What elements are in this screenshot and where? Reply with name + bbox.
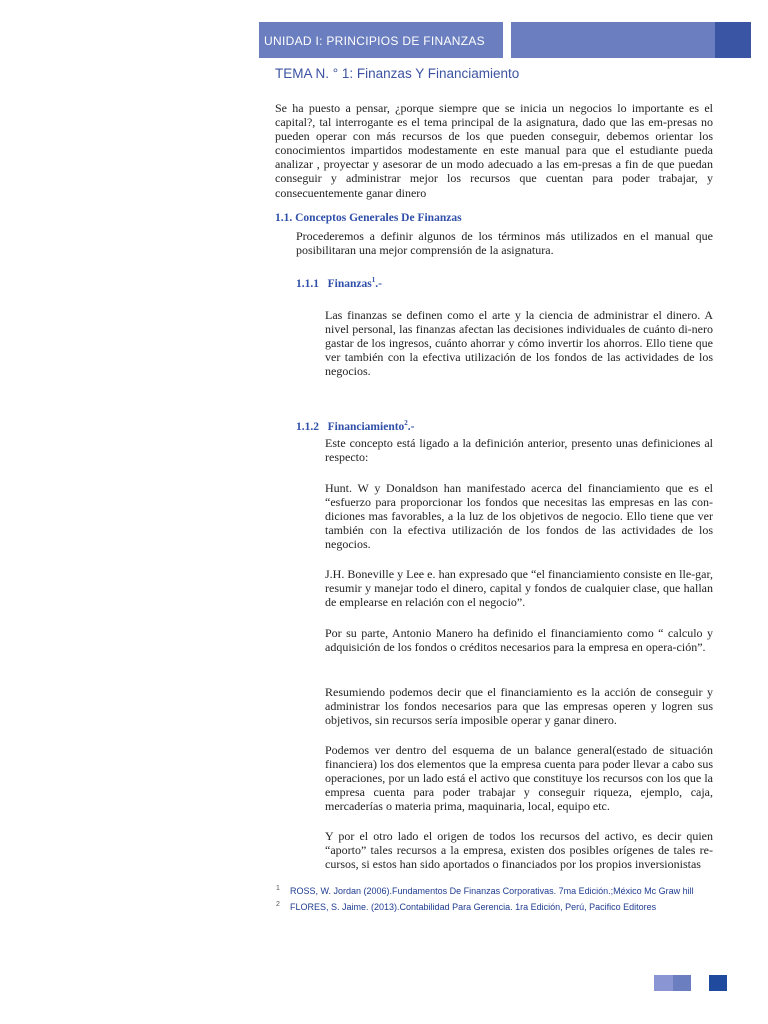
footnote-text: FLORES, S. Jaime. (2013).Contabilidad Para Gerencia. 1ra Edición, Perú, Pacifico Editores — [290, 902, 657, 912]
section-heading-1-1-1 — [296, 276, 382, 290]
section-1-1-1-text: Las finanzas se definen como el arte y la ciencia de administrar el dinero. A nivel personal, las finanzas afectan las decisiones individuales de cuánto di-nero gastar de los ingresos, cuánto ahorrar y cómo invertir los ahorros. Ello tiene que ver también con la efectiva utilización de los fondos de las actividades de los negocios. — [325, 308, 713, 379]
footnote — [276, 885, 720, 896]
footnote-ref: 2 — [404, 419, 408, 427]
footnote-number: 1 — [276, 885, 280, 892]
paragraph: Este concepto está ligado a la definición anterior, presento unas definiciones al respecto: — [325, 436, 713, 465]
section-1-1-text: Procederemos a definir algunos de los términos más utilizados en el manual que posibilitaran una mejor comprensión de la asignatura. — [296, 229, 713, 258]
section-title: Financiamiento — [327, 420, 405, 433]
section-title: Finanzas — [327, 277, 372, 290]
paragraph: Resumiendo podemos decir que el financiamiento es la acción de conseguir y administrar los fondos necesarios para que las empresas operen y logren sus objetivos, sin recursos sería imposible operar y ganar dinero. — [325, 685, 713, 728]
section-suffix: .- — [407, 420, 415, 433]
section-heading-1-1-2 — [296, 419, 415, 433]
footnote-number: 2 — [276, 901, 280, 908]
footnote-text: ROSS, W. Jordan (2006).Fundamentos De Finanzas Corporativas. 7ma Edición.;México Mc Graw hill — [290, 886, 694, 896]
paragraph: Y por el otro lado el origen de todos los recursos del activo, es decir quien “aporto” tales recursos a la empresa, existen dos posibles orígenes de tales re-cursos, si estos han sido aportados o financiados por los propios inversionistas — [325, 829, 713, 872]
section-suffix: .- — [375, 277, 382, 290]
unit-title: UNIDAD I: PRINCIPIOS DE FINANZAS — [264, 34, 485, 48]
footnote — [276, 901, 720, 912]
footer-decor-dark — [709, 975, 727, 991]
paragraph: Hunt. W y Donaldson han manifestado acerca del financiamiento que es el “esfuerzo para proporcionar los fondos que necesitas las empresas en las con-diciones mas favorables, a la luz de los objetivos de negocio. Ello tiene que ver también con la efectiva utilización de los fondos de las actividades de los negocios. — [325, 481, 713, 552]
paragraph: Por su parte, Antonio Manero ha definido el financiamiento como “ calculo y adquisición de los fondos o créditos necesarios para la empresa en opera-ción”. — [325, 626, 713, 655]
paragraph: Podemos ver dentro del esquema de un balance general(estado de situación financiera) los dos elementos que la empresa cuenta para poder llevar a cabo sus operaciones, por un lado está el activo que constituye los recursos con los que la empresa cuenta para poder trabajar y conseguir riqueza, ejemplo, caja, mercaderías o materia prima, maquinaria, local, equipo etc. — [325, 743, 713, 814]
header-decor-block — [511, 22, 715, 58]
paragraph: J.H. Boneville y Lee e. han expresado que “el financiamiento consiste en lle-gar, resumir y manejar todo el dinero, capital y fondos de cualquier clase, que hallan de emplearse en relación con el negocio”. — [325, 567, 713, 610]
section-number: 1.1.1 — [296, 277, 319, 290]
intro-paragraph: Se ha puesto a pensar, ¿porque siempre que se inicia un negocios lo importante es el capital?, tal interrogante es el tema principal de la asignatura, dado que las em-presas no pueden operar con más recursos de los que pueden conseguir, debemos orientar los conocimientos impartidos modestamente en este manual para que el estudiante pueda analizar , proyectar y asesorar de un modo adecuado a las em-presas a fin de que puedan conseguir y administrar mejor los recursos que cuentan para poder trabajar, y consecuentemente ganar dinero — [275, 101, 713, 200]
footer-decor-mid — [673, 975, 691, 991]
header-bar — [259, 22, 503, 58]
header-decor-block-dark — [715, 22, 751, 58]
footnote-ref: 1 — [371, 276, 376, 284]
topic-title: TEMA N. ° 1: Finanzas Y Financiamiento — [275, 66, 520, 81]
section-heading-1-1: 1.1. Conceptos Generales De Finanzas — [275, 212, 462, 224]
section-number: 1.1.2 — [296, 420, 319, 433]
